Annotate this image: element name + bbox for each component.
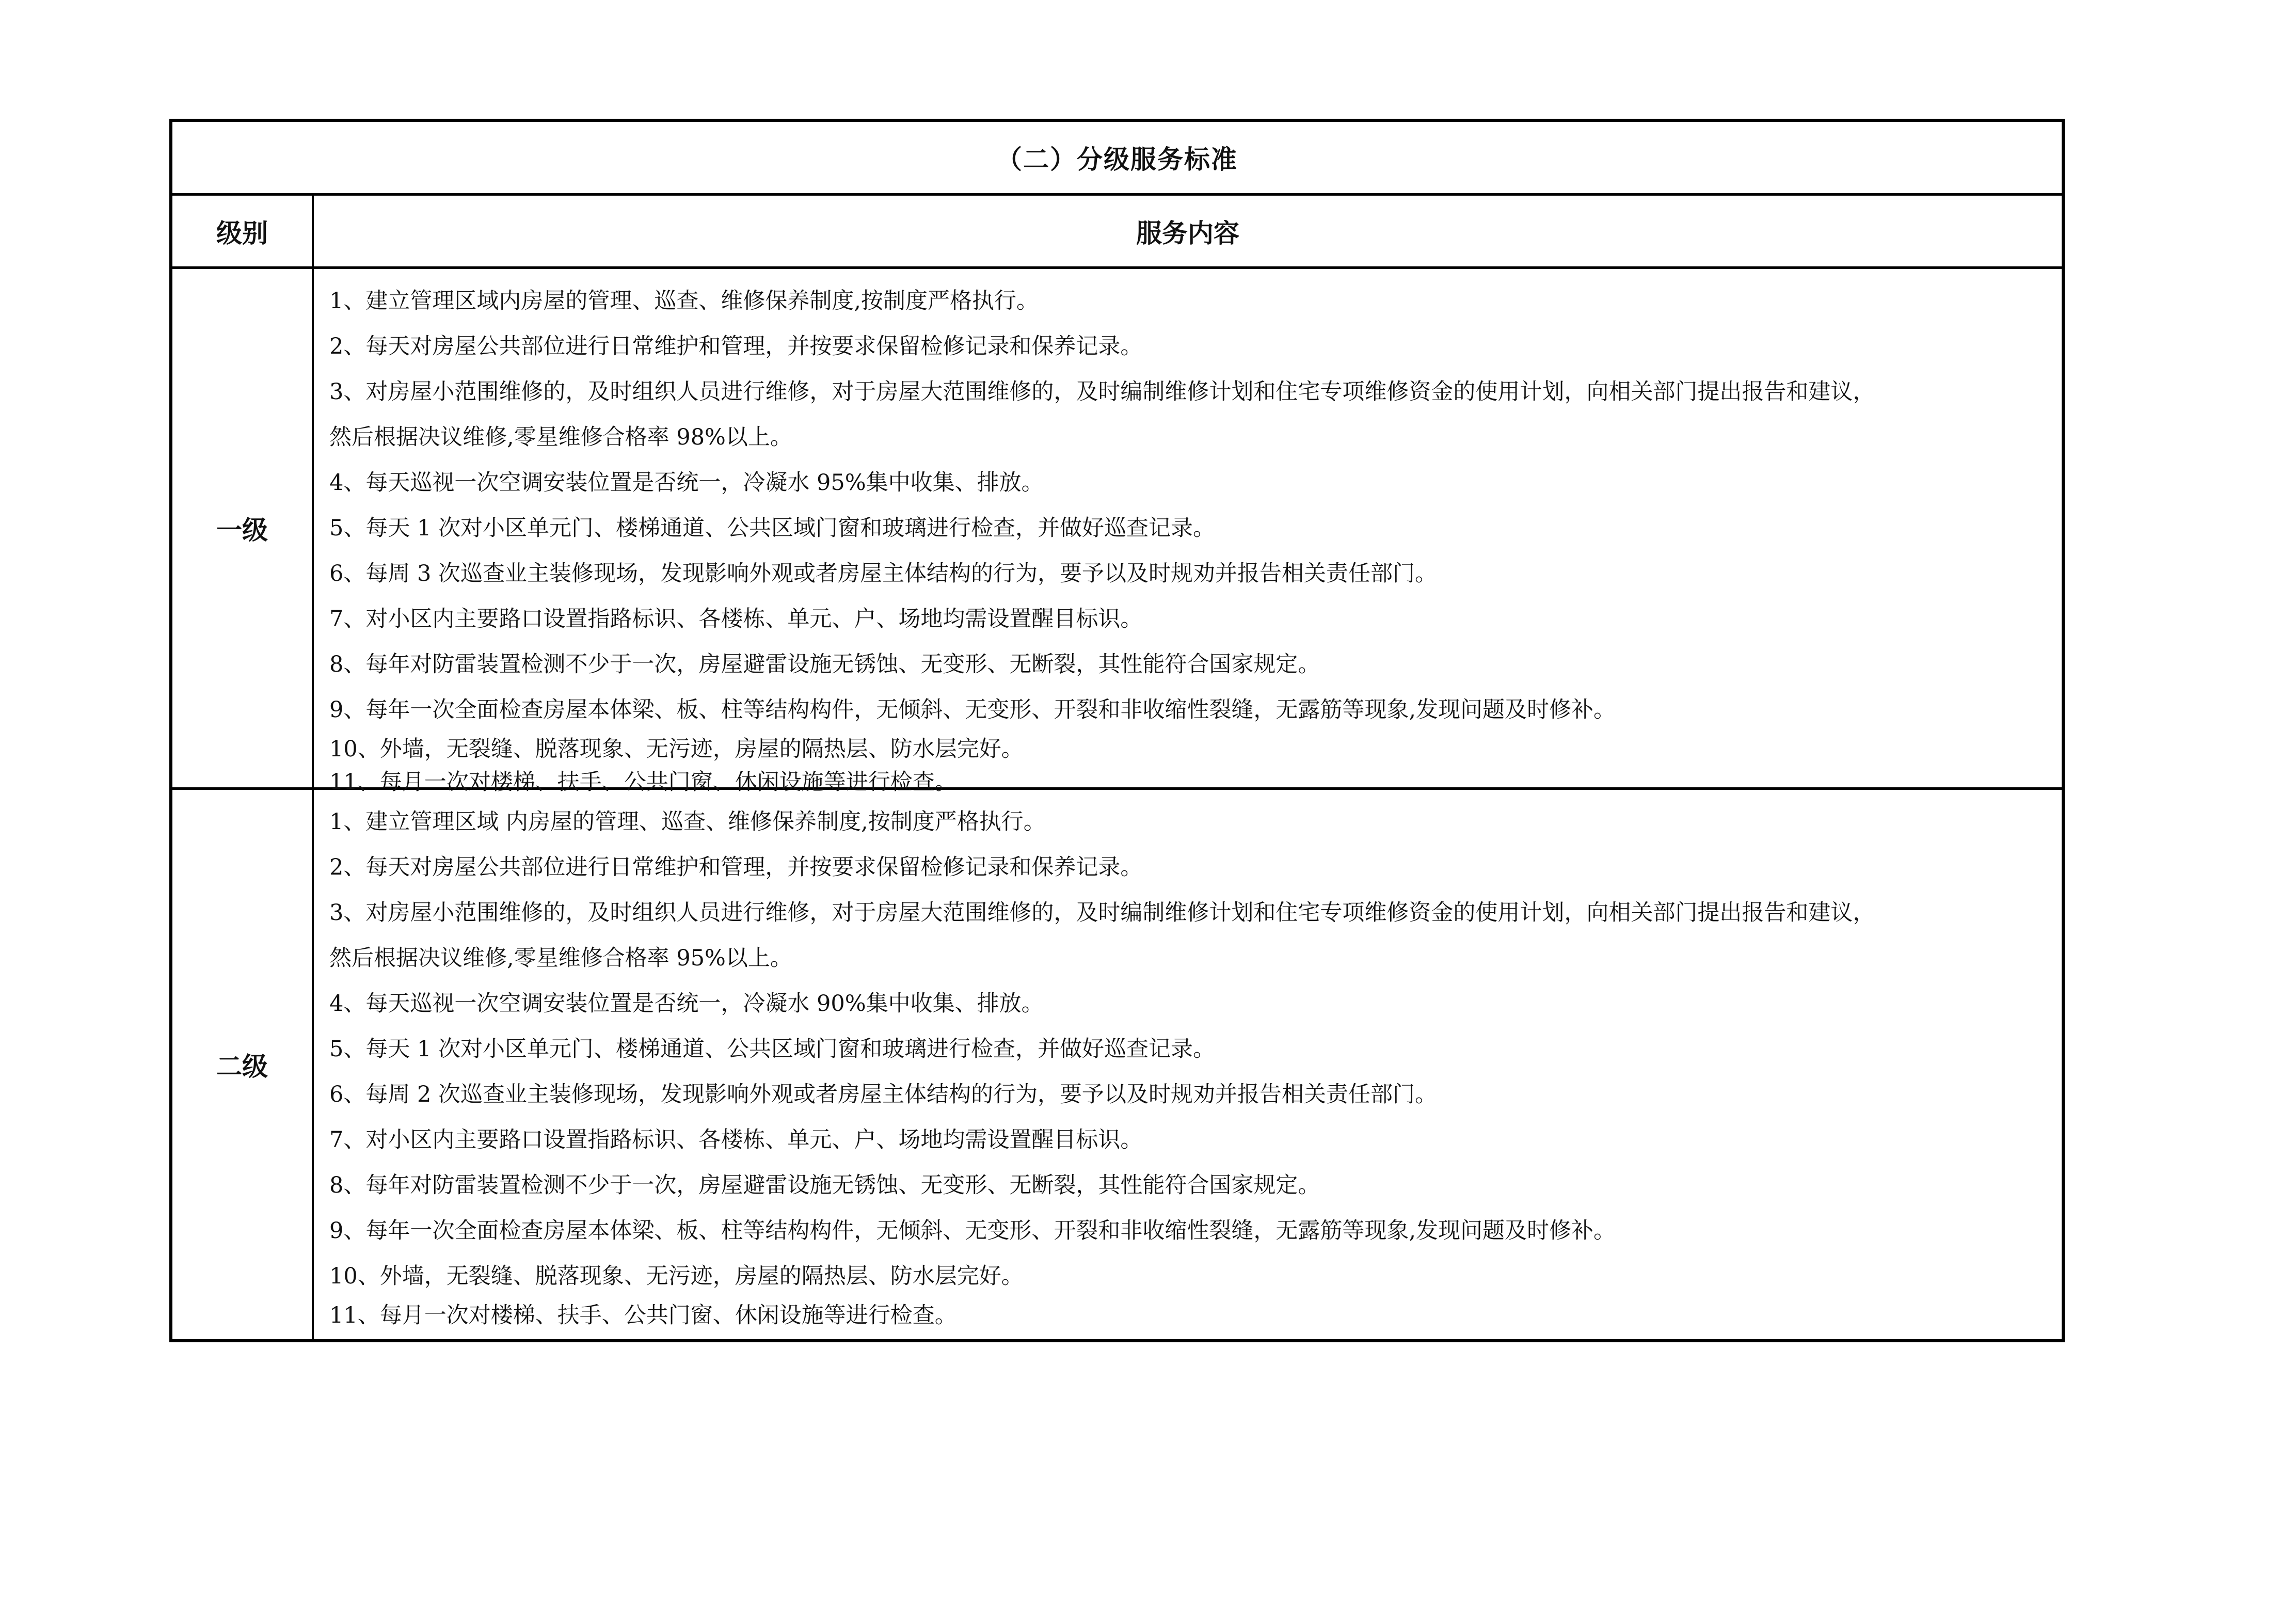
service-item: 4、每天巡视一次空调安装位置是否统一，冷凝水 95%集中收集、排放。 (329, 470, 1044, 496)
service-item: 3、对房屋小范围维修的，及时组织人员进行维修，对于房屋大范围维修的，及时编制维修计划和住宅专项维修资金的使用计划，向相关部门提出报告和建议， (329, 379, 1875, 405)
service-item: 5、每天 1 次对小区单元门、楼梯通道、公共区域门窗和玻璃进行检查，并做好巡查记录。 (329, 1036, 1216, 1062)
table-title-row (172, 122, 2062, 196)
service-item: 6、每周 2 次巡查业主装修现场，发现影响外观或者房屋主体结构的行为，要予以及时规劝并报告相关责任部门。 (329, 1082, 1438, 1107)
header-content-label: 服务内容 (1136, 217, 1239, 248)
service-item: 7、对小区内主要路口设置指路标识、各楼栋、单元、户、场地均需设置醒目标识。 (329, 1127, 1143, 1153)
level-2-row (172, 790, 2062, 1339)
content-cell (314, 269, 2062, 795)
level-label: 一级 (216, 515, 268, 545)
service-item: 8、每年对防雷装置检测不少于一次，房屋避雷设施无锈蚀、无变形、无断裂，其性能符合国家规定。 (329, 1172, 1320, 1198)
service-item: 7、对小区内主要路口设置指路标识、各楼栋、单元、户、场地均需设置醒目标识。 (329, 606, 1143, 632)
level-cell (172, 269, 314, 787)
service-item-list (314, 269, 2062, 799)
header-level-cell (172, 196, 314, 266)
service-item: 2、每天对房屋公共部位进行日常维护和管理，并按要求保留检修记录和保养记录。 (329, 334, 1143, 359)
table-title: （二）分级服务标准 (996, 144, 1238, 174)
table-header-row (172, 196, 2062, 269)
service-item: 11、每月一次对楼梯、扶手、公共门窗、休闲设施等进行检查。 (329, 769, 957, 795)
service-item-list (314, 790, 2062, 1332)
service-item: 1、建立管理区域内房屋的管理、巡查、维修保养制度,按制度严格执行。 (329, 288, 1039, 314)
service-item-continuation: 然后根据决议维修,零星维修合格率 98%以上。 (329, 424, 792, 450)
service-item: 9、每年一次全面检查房屋本体梁、板、柱等结构构件，无倾斜、无变形、开裂和非收缩性裂缝，无露筋等现象,发现问题及时修补。 (329, 697, 1616, 723)
content-cell (314, 790, 2062, 1339)
service-standard-table (169, 119, 2065, 1342)
service-item-continuation: 然后根据决议维修,零星维修合格率 95%以上。 (329, 945, 792, 971)
level-1-row (172, 269, 2062, 795)
service-item: 9、每年一次全面检查房屋本体梁、板、柱等结构构件，无倾斜、无变形、开裂和非收缩性裂缝，无露筋等现象,发现问题及时修补。 (329, 1218, 1616, 1244)
service-item: 2、每天对房屋公共部位进行日常维护和管理，并按要求保留检修记录和保养记录。 (329, 854, 1143, 880)
service-item: 4、每天巡视一次空调安装位置是否统一，冷凝水 90%集中收集、排放。 (329, 991, 1044, 1017)
level-label: 二级 (216, 1051, 268, 1082)
service-item: 3、对房屋小范围维修的，及时组织人员进行维修，对于房屋大范围维修的，及时编制维修计划和住宅专项维修资金的使用计划，向相关部门提出报告和建议， (329, 900, 1875, 926)
service-item: 10、外墙，无裂缝、脱落现象、无污迹，房屋的隔热层、防水层完好。 (329, 736, 1024, 762)
service-item: 8、每年对防雷装置检测不少于一次，房屋避雷设施无锈蚀、无变形、无断裂，其性能符合国家规定。 (329, 652, 1320, 677)
service-item: 1、建立管理区域 内房屋的管理、巡查、维修保养制度,按制度严格执行。 (329, 809, 1046, 835)
header-level-label: 级别 (216, 217, 268, 248)
service-item: 5、每天 1 次对小区单元门、楼梯通道、公共区域门窗和玻璃进行检查，并做好巡查记录。 (329, 515, 1216, 541)
service-item: 6、每周 3 次巡查业主装修现场，发现影响外观或者房屋主体结构的行为，要予以及时规劝并报告相关责任部门。 (329, 561, 1438, 586)
service-item: 11、每月一次对楼梯、扶手、公共门窗、休闲设施等进行检查。 (329, 1303, 957, 1328)
service-item: 10、外墙，无裂缝、脱落现象、无污迹，房屋的隔热层、防水层完好。 (329, 1263, 1024, 1289)
header-content-cell (314, 196, 2062, 266)
level-cell (172, 790, 314, 1339)
